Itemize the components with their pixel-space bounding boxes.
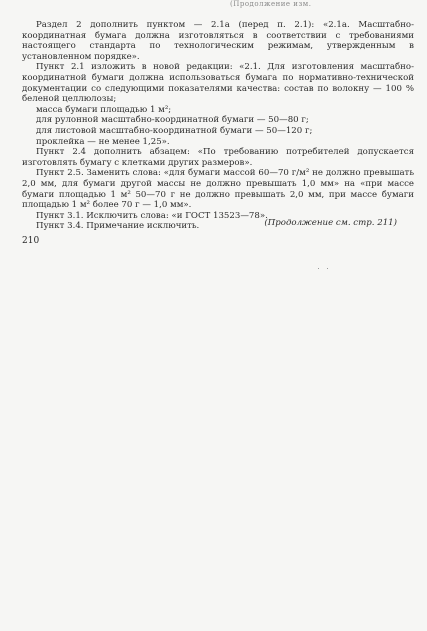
- scan-speck: [318, 268, 319, 269]
- paragraph-roll-paper: для рулонной масштабно-координатной бумаги — 50—80 г;: [36, 115, 309, 126]
- header-fragment: (Продолжение изм.: [230, 0, 312, 8]
- scan-speck: [327, 268, 328, 269]
- paragraph-item-2-1: Пункт 2.1 изложить в новой редакции: «2.1. Для изготовления масштабно-координатной бумаги должна использоваться бумага по нормативно-технической документации со следующими показателями качества: состав по волокну — 100 % беленой целлюлозы;: [22, 62, 414, 105]
- paragraph-item-3-1: Пункт 3.1. Исключить слова: «и ГОСТ 13523—78».: [36, 210, 268, 221]
- document-body: [22, 20, 414, 232]
- paragraph-item-3-4: Пункт 3.4. Примечание исключить.: [36, 221, 200, 232]
- paragraph-sheet-paper: для листовой масштабно-координатной бумаги — 50—120 г;: [36, 125, 313, 136]
- paragraph-item-2-4: Пункт 2.4 дополнить абзацем: «По требованию потребителей допускается изготовлять бумагу с клетками других размеров».: [22, 147, 414, 168]
- paragraph-item-2-5: Пункт 2.5. Заменить слова: «для бумаги массой 60—70 г/м² не должно превышать 2,0 мм, для бумаги другой массы не должно превышать 1,0 мм» на «при массе бумаги площадью 1 м² 50—70 г не должно превышать 2,0 мм, при массе бумаги площадью 1 м² более 70 г — 1,0 мм».: [22, 168, 414, 211]
- paragraph-paper-mass: масса бумаги площадью 1 м²;: [36, 104, 172, 115]
- page-number: 210: [22, 236, 40, 246]
- paragraph-sizing: проклейка — не менее 1,25».: [36, 136, 170, 147]
- continued-note: (Продолжение см. стр. 211): [264, 218, 397, 228]
- paragraph-section-2: Раздел 2 дополнить пунктом — 2.1а (перед п. 2.1): «2.1а. Масштабно-координатная бумага должна изготовляться в соответствии с требованиями настоящего стандарта по технологическим режимам, утвержденным в установленном порядке».: [22, 20, 414, 62]
